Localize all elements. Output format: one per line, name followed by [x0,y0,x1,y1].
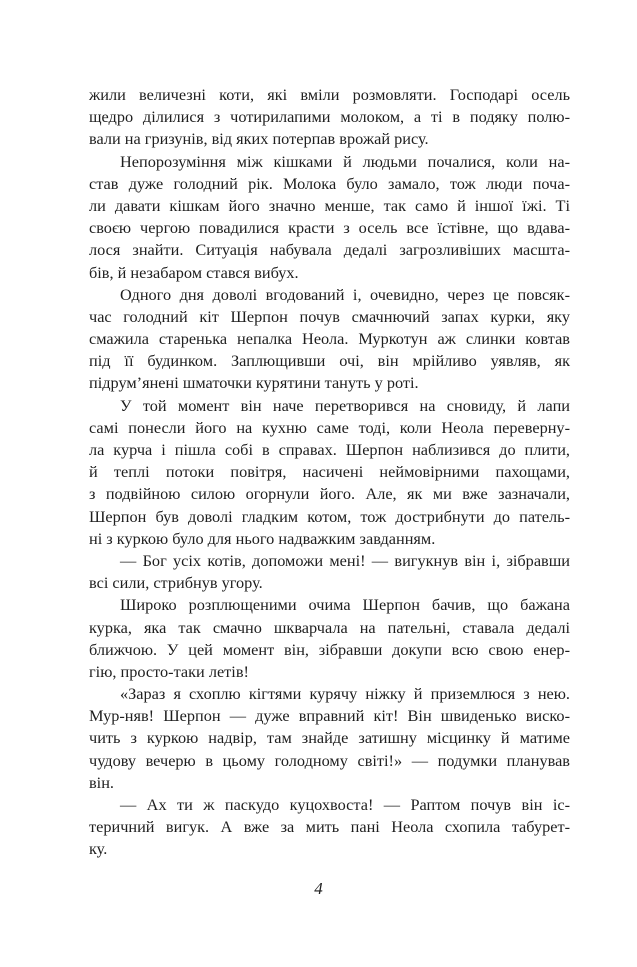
text-line: Непорозуміння між кішками й людьми почалися, коли на- [120,151,570,171]
text-line: щедро ділилися з чотирилапими молоком, а ті в подяку полю- [89,107,570,127]
text-line: — Бог усіх котів, допоможи мені! — вигукнув він і, зібравши [120,550,570,570]
text-line: він. [89,772,114,792]
text-line: Мур-няв! Шерпон — дуже вправний кіт! Він швиденько виско- [89,706,570,726]
text-line: всі сили, стрибнув угору. [89,573,263,593]
paragraph [89,683,570,794]
text-line: й теплі потоки повітря, насичені неймовірними пахощами, [89,462,570,482]
text-line: «Зараз я схоплю кігтями курячу ніжку й приземлюся з нею. [120,684,570,704]
body-text [89,84,570,861]
text-line: жили величезні коти, які вміли розмовляти. Господарі осель [89,85,570,104]
text-line: вали на гризунів, від яких потерпав врожай рису. [89,129,429,149]
text-line: час голодний кіт Шерпон почув смачнючий запах курки, яку [89,306,570,326]
text-line: своєю чергою повадилися красти з осель все їстівне, що вдава- [89,218,570,238]
text-line: під її будинком. Заплющивши очі, він мрійливо уявляв, як [89,351,570,371]
paragraph [89,550,570,594]
paragraph [89,151,570,284]
page-number: 4 [314,879,323,898]
text-line: ближчою. У цей момент він, зібравши докупи всю свою енер- [89,639,570,659]
paragraph [89,594,570,683]
paragraph [89,395,570,550]
paragraph [89,794,570,861]
text-line: Широко розплющеними очима Шерпон бачив, що бажана [120,595,570,615]
paragraph [89,84,570,151]
text-line: з подвійною силою огорнули його. Але, як ми вже зазначали, [89,484,570,504]
paragraph [89,284,570,395]
text-line: чудову вечерю в цьому голодному світі!» — подумки планував [89,750,570,770]
text-line: ні з куркою було для нього надважким завданням. [89,528,436,548]
text-line: чить з куркою надвір, там знайде затишну місцинку й матиме [89,728,570,748]
text-line: став дуже голодний рік. Молока було замало, тож люди поча- [89,173,570,193]
text-line: — Ах ти ж паскудо куцохвоста! — Раптом почув він іс- [120,795,570,814]
text-line: ли давати кішкам його значно менше, так само й іншої їжі. Ті [89,195,570,215]
text-line: самі понесли його на кухню саме тоді, коли Неола переверну- [89,417,570,437]
text-line: курка, яка так смачно шкварчала на пательні, ставала дедалі [89,617,570,637]
text-line: гію, просто-таки летів! [89,661,249,681]
text-line: бів, й незабаром стався вибух. [89,262,299,282]
text-line: ла курча і пішла собі в справах. Шерпон наблизився до плити, [89,440,570,459]
text-line: ку. [89,839,108,859]
text-line: смажила старенька непалка Неола. Муркотун аж слинки ковтав [89,329,570,349]
text-line: У той момент він наче перетворився на сновиду, й лапи [120,395,570,415]
text-line: лося знайти. Ситуація набувала дедалі загрозливіших масшта- [89,240,570,260]
text-line: Одного дня доволі вгодований і, очевидно, через це повсяк- [120,284,570,304]
text-line: Шерпон був доволі гладким котом, тож дострибнути до патель- [89,506,570,526]
text-line: теричний вигук. А вже за мить пані Неола схопила табурет- [89,817,570,837]
text-line: підрум’янені шматочки курятини тануть у роті. [89,373,419,393]
